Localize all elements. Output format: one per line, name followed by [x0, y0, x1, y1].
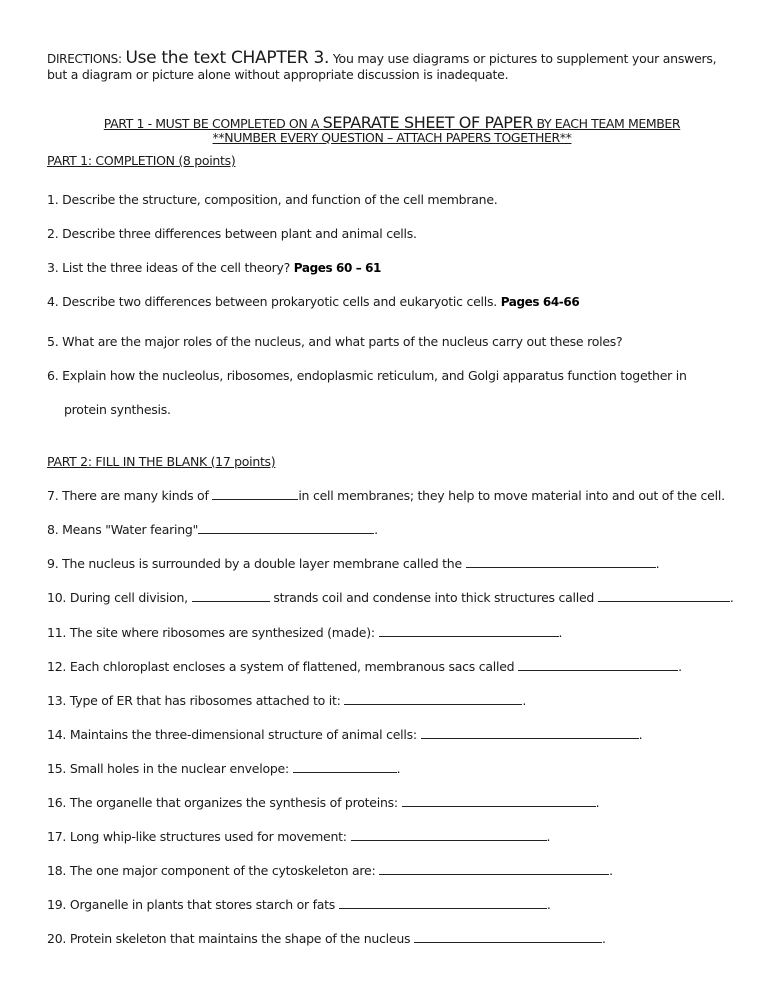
question-text: . — [546, 829, 551, 844]
answer-blank[interactable] — [421, 726, 639, 739]
question-text: 14. Maintains the three-dimensional structure of animal cells: — [47, 727, 421, 742]
answer-blank[interactable] — [379, 624, 559, 637]
directions-text-2: but a diagram or picture alone without appropriate discussion is inadequate. — [47, 67, 509, 82]
question-17 — [47, 828, 550, 844]
question-text: 7. There are many kinds of — [47, 488, 213, 503]
question-text: . — [609, 863, 613, 878]
question-18 — [47, 862, 613, 878]
question-text: protein synthesis. — [64, 402, 171, 417]
answer-blank[interactable] — [379, 862, 609, 875]
page-reference: Pages 60 – 61 — [293, 261, 381, 275]
question-text: 16. The organelle that organizes the synthesis of proteins: — [47, 795, 402, 810]
question-19 — [47, 896, 551, 912]
answer-blank[interactable] — [344, 692, 522, 705]
question-15 — [47, 760, 400, 776]
question-text: . — [729, 590, 734, 605]
question-11 — [47, 624, 562, 640]
question-9 — [47, 555, 659, 571]
answer-blank[interactable] — [212, 487, 298, 500]
question-text: 18. The one major component of the cytoskeleton are: — [47, 863, 380, 878]
question-text: 10. During cell division, — [47, 590, 192, 605]
question-text: 15. Small holes in the nuclear envelope: — [47, 761, 293, 776]
question-text: 3. List the three ideas of the cell theory? — [47, 260, 294, 275]
answer-blank[interactable] — [339, 896, 547, 909]
directions-label: DIRECTIONS: — [47, 52, 122, 66]
answer-blank[interactable] — [466, 555, 656, 568]
question-13 — [47, 692, 526, 708]
part1-instructions-pre: PART 1 - MUST BE COMPLETED ON A — [103, 116, 323, 131]
question-text: 9. The nucleus is surrounded by a double layer membrane called the — [47, 556, 466, 571]
question-7 — [47, 487, 725, 503]
question-text: strands coil and condense into thick structures called — [269, 590, 598, 605]
question-text: in cell membranes; they help to move material into and out of the cell. — [298, 488, 725, 503]
answer-blank[interactable] — [351, 828, 547, 841]
question-16 — [47, 794, 599, 810]
question-20 — [47, 930, 606, 946]
question-text: 11. The site where ribosomes are synthesized (made): — [47, 625, 379, 640]
answer-blank[interactable] — [414, 930, 602, 943]
question-text: 17. Long whip-like structures used for movement: — [47, 829, 351, 844]
question-10 — [47, 589, 734, 605]
question-text: 13. Type of ER that has ribosomes attached to it: — [47, 693, 345, 708]
page-reference: Pages 64-66 — [500, 295, 580, 309]
question-5 — [47, 334, 622, 349]
question-6 — [47, 368, 687, 383]
question-1 — [47, 192, 498, 207]
question-text: 20. Protein skeleton that maintains the shape of the nucleus — [47, 931, 415, 946]
answer-blank[interactable] — [598, 589, 730, 602]
question-text: . — [638, 727, 643, 742]
question-text: 1. Describe the structure, composition, and function of the cell membrane. — [47, 192, 498, 207]
question-text: 8. Means "Water fearing" — [47, 522, 199, 537]
question-12 — [47, 658, 682, 674]
question-text: . — [678, 659, 682, 674]
answer-blank[interactable] — [293, 760, 397, 773]
part1-instructions-emphasis: SEPARATE SHEET OF PAPER — [322, 113, 533, 132]
question-14 — [47, 726, 642, 742]
question-text: . — [522, 693, 527, 708]
question-6-continued — [64, 402, 171, 417]
question-text: 2. Describe three differences between plant and animal cells. — [47, 226, 417, 241]
answer-blank[interactable] — [192, 589, 270, 602]
answer-blank[interactable] — [198, 521, 374, 534]
answer-blank[interactable] — [518, 658, 678, 671]
answer-blank[interactable] — [402, 794, 596, 807]
question-text: 12. Each chloroplast encloses a system of flattened, membranous sacs called — [47, 659, 519, 674]
question-text: . — [595, 795, 600, 810]
question-text: . — [396, 761, 401, 776]
part2-title: PART 2: FILL IN THE BLANK (17 points) — [47, 454, 276, 469]
part1-instructions-post: BY EACH TEAM MEMBER — [532, 116, 681, 131]
question-text: 19. Organelle in plants that stores starch or fats — [47, 897, 339, 912]
directions-emphasis: Use the text CHAPTER 3. — [125, 48, 330, 68]
part1-subinstructions: **NUMBER EVERY QUESTION – ATTACH PAPERS TOGETHER** — [212, 130, 572, 145]
question-text: 4. Describe two differences between prokaryotic cells and eukaryotic cells. — [47, 294, 501, 309]
directions — [47, 48, 716, 68]
question-3 — [47, 260, 381, 275]
question-text: . — [546, 897, 551, 912]
question-text: . — [374, 522, 378, 537]
question-2 — [47, 226, 417, 241]
question-text: . — [602, 931, 606, 946]
question-text: 6. Explain how the nucleolus, ribosomes, endoplasmic reticulum, and Golgi apparatus function together in — [47, 368, 687, 383]
question-8 — [47, 521, 378, 537]
question-text: . — [558, 625, 563, 640]
part1-title: PART 1: COMPLETION (8 points) — [47, 153, 236, 168]
directions-text: You may use diagrams or pictures to supplement your answers, — [332, 51, 717, 66]
question-text: . — [655, 556, 660, 571]
question-4 — [47, 294, 579, 309]
question-text: 5. What are the major roles of the nucleus, and what parts of the nucleus carry out these roles? — [47, 334, 623, 349]
